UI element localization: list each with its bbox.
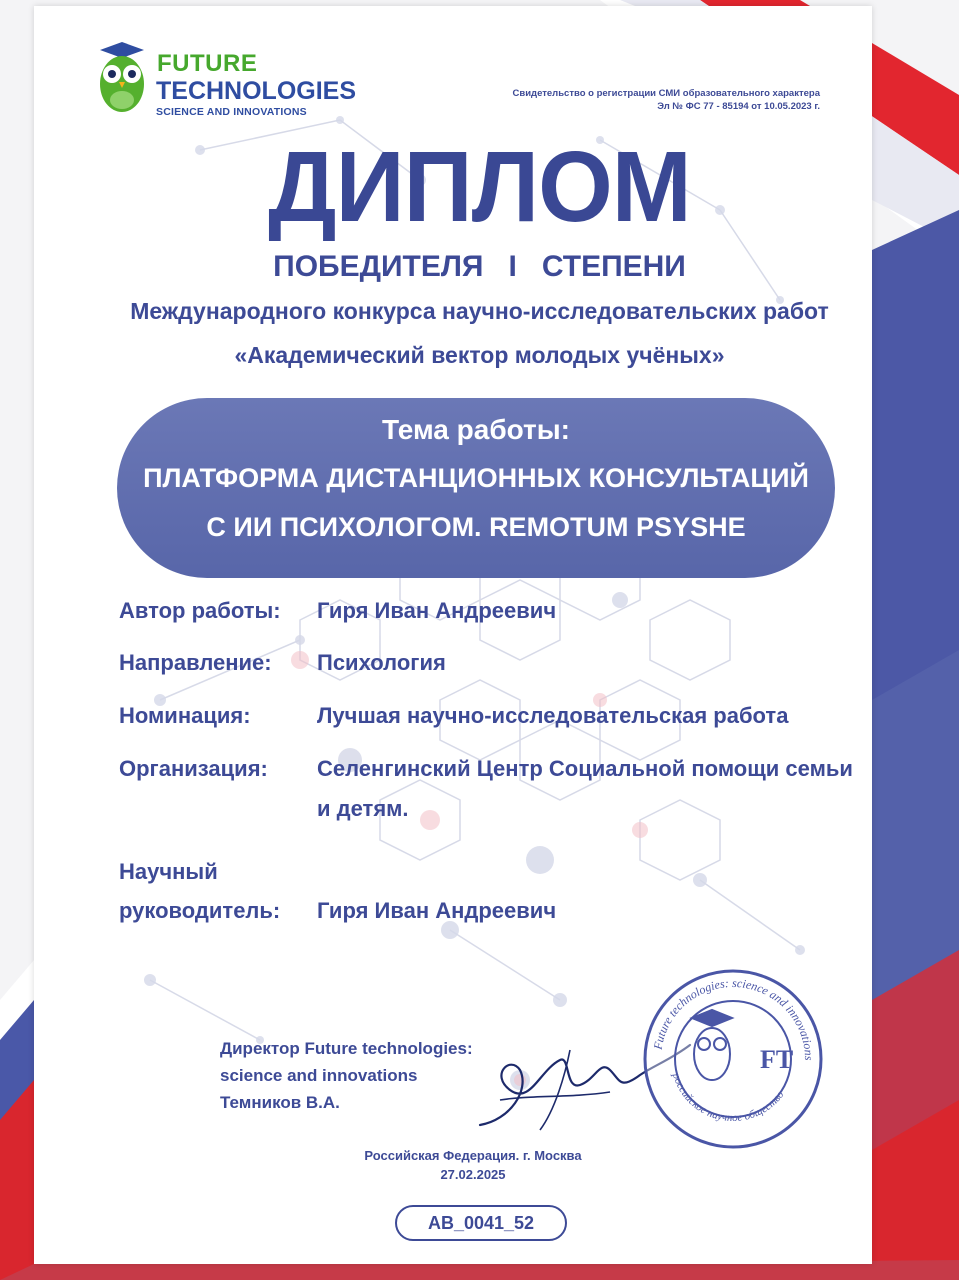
organization-value-line-2: и детям. — [317, 796, 409, 821]
director-block — [220, 1035, 473, 1116]
topic-line-2: С ИИ ПСИХОЛОГОМ. REMOTUM PSYSHE — [206, 512, 746, 542]
registration-info — [470, 87, 820, 113]
author-value: Гиря Иван Андреевич — [317, 598, 557, 623]
seal-stamp-icon — [640, 966, 826, 1152]
place-line: Российская Федерация. г. Москва — [364, 1148, 582, 1163]
supervisor-label-line-1: Научный — [119, 859, 218, 884]
seal-monogram: FT — [760, 1045, 794, 1074]
director-line-3: Темников В.А. — [220, 1093, 340, 1112]
organization-label: Организация: — [119, 756, 268, 781]
topic-line-1: ПЛАТФОРМА ДИСТАНЦИОННЫХ КОНСУЛЬТАЦИЙ — [143, 463, 809, 493]
registration-line-2: Эл № ФС 77 - 85194 от 10.05.2023 г. — [657, 101, 820, 112]
owl-logo-icon — [92, 40, 154, 118]
date-line: 27.02.2025 — [440, 1167, 506, 1182]
direction-label: Направление: — [119, 650, 272, 675]
organization-value-line-1: Селенгинский Центр Социальной помощи семьи — [317, 756, 853, 781]
direction-value: Психология — [317, 650, 446, 675]
seal-outer-text: Future technologies: science and innovations — [650, 975, 817, 1061]
supervisor-value: Гиря Иван Андреевич — [317, 898, 557, 923]
contest-line-2: «Академический вектор молодых учёных» — [234, 342, 725, 368]
registration-line-1: Свидетельство о регистрации СМИ образовательного характера — [512, 88, 820, 99]
degree-subtitle: ПОБЕДИТЕЛЯ I СТЕПЕНИ — [273, 250, 686, 283]
author-label: Автор работы: — [119, 598, 281, 623]
nomination-value: Лучшая научно-исследовательская работа — [317, 703, 789, 728]
contest-line-1: Международного конкурса научно-исследовательских работ — [130, 298, 829, 324]
topic-heading: Тема работы: — [382, 414, 570, 445]
diploma-title: ДИПЛОМ — [268, 131, 691, 243]
director-line-2: science and innovations — [220, 1066, 418, 1085]
logo-line-future: FUTURE — [157, 50, 258, 77]
place-date-block — [330, 1146, 616, 1184]
seal-inner-text: российское научное общество — [670, 1071, 787, 1125]
logo-line-technologies: TECHNOLOGIES — [156, 77, 357, 105]
supervisor-label-line-2: руководитель: — [119, 898, 281, 923]
logo-line-science: SCIENCE AND INNOVATIONS — [156, 106, 307, 118]
certificate-code-badge: AB_0041_52 — [395, 1205, 567, 1241]
director-line-1: Директор Future technologies: — [220, 1039, 473, 1058]
nomination-label: Номинация: — [119, 703, 251, 728]
